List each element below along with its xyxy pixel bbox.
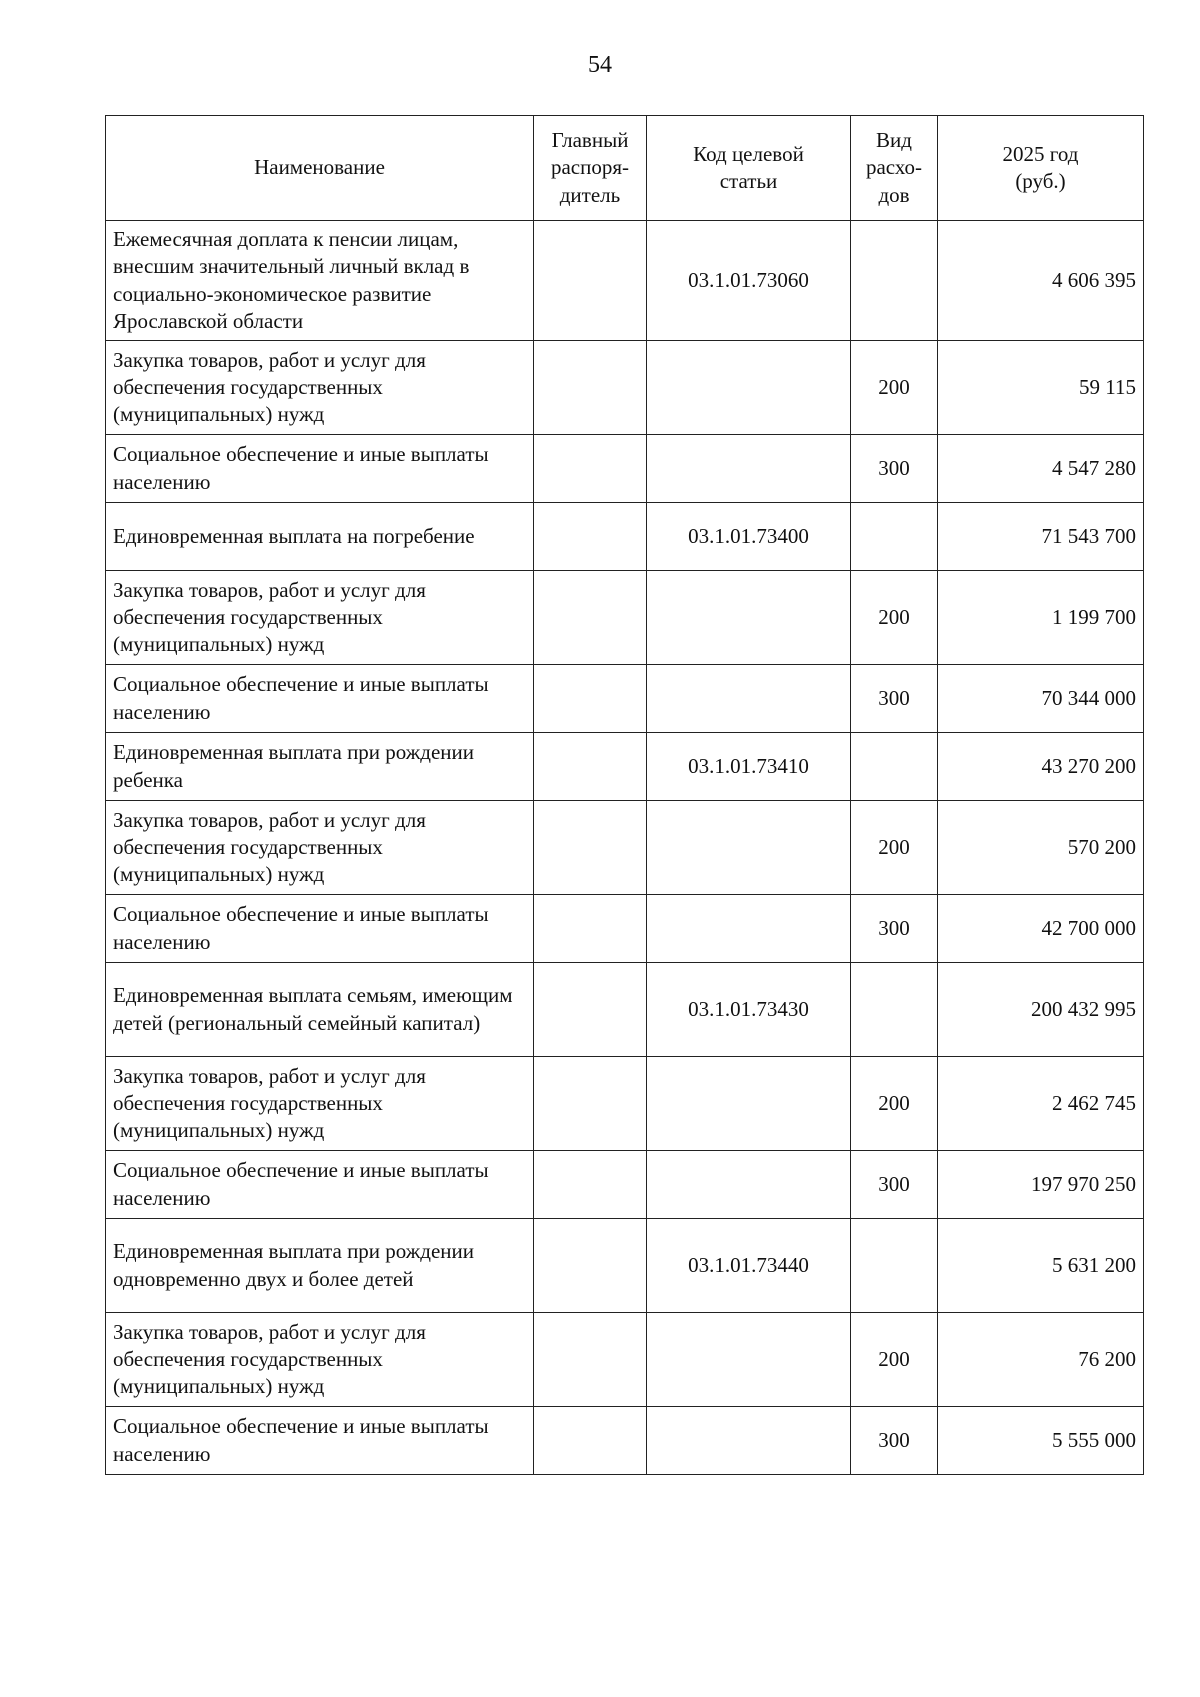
cell-amount: 43 270 200 [938,733,1144,801]
cell-expense-type: 300 [851,895,938,963]
cell-name: Единовременная выплата на погребение [106,503,534,571]
cell-amount: 4 547 280 [938,435,1144,503]
cell-main-manager [534,1313,647,1407]
header-expense-type: Вид расхо- дов [851,116,938,221]
cell-target-code: 03.1.01.73060 [647,221,851,341]
cell-amount: 200 432 995 [938,963,1144,1057]
cell-amount: 570 200 [938,801,1144,895]
cell-target-code [647,801,851,895]
cell-target-code: 03.1.01.73410 [647,733,851,801]
cell-name: Закупка товаров, работ и услуг для обеспечения государственных (муниципальных) нужд [106,1313,534,1407]
cell-target-code [647,435,851,503]
cell-amount: 197 970 250 [938,1151,1144,1219]
cell-name: Социальное обеспечение и иные выплаты населению [106,665,534,733]
table-body [106,221,1144,1475]
cell-expense-type [851,503,938,571]
cell-amount: 5 555 000 [938,1407,1144,1475]
cell-expense-type [851,963,938,1057]
cell-main-manager [534,665,647,733]
cell-name: Ежемесячная доплата к пенсии лицам, внесшим значительный личный вклад в социально-экономическое развитие Ярославской области [106,221,534,341]
cell-expense-type: 300 [851,435,938,503]
cell-amount: 70 344 000 [938,665,1144,733]
cell-expense-type: 200 [851,341,938,435]
table-row [106,341,1144,435]
cell-expense-type: 200 [851,801,938,895]
cell-name: Закупка товаров, работ и услуг для обеспечения государственных (муниципальных) нужд [106,1057,534,1151]
cell-expense-type [851,221,938,341]
cell-amount: 76 200 [938,1313,1144,1407]
cell-main-manager [534,341,647,435]
cell-main-manager [534,221,647,341]
cell-main-manager [534,733,647,801]
table-row [106,571,1144,665]
cell-main-manager [534,1057,647,1151]
table-row [106,1057,1144,1151]
cell-expense-type: 300 [851,1407,938,1475]
cell-main-manager [534,895,647,963]
table-row [106,1151,1144,1219]
page-number: 54 [588,52,612,78]
cell-main-manager [534,801,647,895]
cell-main-manager [534,435,647,503]
cell-amount: 5 631 200 [938,1219,1144,1313]
cell-amount: 42 700 000 [938,895,1144,963]
cell-target-code [647,665,851,733]
cell-target-code [647,1407,851,1475]
cell-name: Закупка товаров, работ и услуг для обеспечения государственных (муниципальных) нужд [106,801,534,895]
cell-target-code [647,341,851,435]
cell-name: Закупка товаров, работ и услуг для обеспечения государственных (муниципальных) нужд [106,341,534,435]
table-row [106,665,1144,733]
cell-main-manager [534,1151,647,1219]
header-name: Наименование [106,116,534,221]
cell-main-manager [534,1219,647,1313]
cell-expense-type [851,1219,938,1313]
cell-name: Единовременная выплата при рождении одновременно двух и более детей [106,1219,534,1313]
cell-main-manager [534,1407,647,1475]
cell-target-code [647,1313,851,1407]
table-row [106,1313,1144,1407]
cell-name: Социальное обеспечение и иные выплаты населению [106,435,534,503]
cell-target-code [647,895,851,963]
table-row [106,963,1144,1057]
table-row [106,801,1144,895]
cell-target-code: 03.1.01.73430 [647,963,851,1057]
header-year-amount: 2025 год (руб.) [938,116,1144,221]
header-target-code: Код целевой статьи [647,116,851,221]
cell-name: Социальное обеспечение и иные выплаты населению [106,895,534,963]
table-row [106,733,1144,801]
cell-amount: 4 606 395 [938,221,1144,341]
cell-amount: 59 115 [938,341,1144,435]
cell-expense-type: 300 [851,665,938,733]
cell-target-code: 03.1.01.73440 [647,1219,851,1313]
cell-name: Социальное обеспечение и иные выплаты населению [106,1151,534,1219]
cell-expense-type: 200 [851,1057,938,1151]
table-row [106,1407,1144,1475]
budget-table [105,115,1144,1475]
cell-main-manager [534,571,647,665]
table-row [106,1219,1144,1313]
cell-main-manager [534,503,647,571]
cell-target-code [647,571,851,665]
cell-expense-type: 200 [851,1313,938,1407]
table-header-row [106,116,1144,221]
cell-name: Единовременная выплата при рождении ребенка [106,733,534,801]
cell-name: Закупка товаров, работ и услуг для обеспечения государственных (муниципальных) нужд [106,571,534,665]
table-row [106,221,1144,341]
table-row [106,503,1144,571]
table-row [106,435,1144,503]
cell-expense-type: 200 [851,571,938,665]
header-main-manager: Главный распоря- дитель [534,116,647,221]
cell-target-code [647,1057,851,1151]
cell-target-code [647,1151,851,1219]
table-row [106,895,1144,963]
cell-expense-type: 300 [851,1151,938,1219]
cell-target-code: 03.1.01.73400 [647,503,851,571]
cell-amount: 2 462 745 [938,1057,1144,1151]
cell-expense-type [851,733,938,801]
cell-name: Социальное обеспечение и иные выплаты населению [106,1407,534,1475]
cell-name: Единовременная выплата семьям, имеющим детей (региональный семейный капитал) [106,963,534,1057]
cell-amount: 71 543 700 [938,503,1144,571]
cell-amount: 1 199 700 [938,571,1144,665]
cell-main-manager [534,963,647,1057]
